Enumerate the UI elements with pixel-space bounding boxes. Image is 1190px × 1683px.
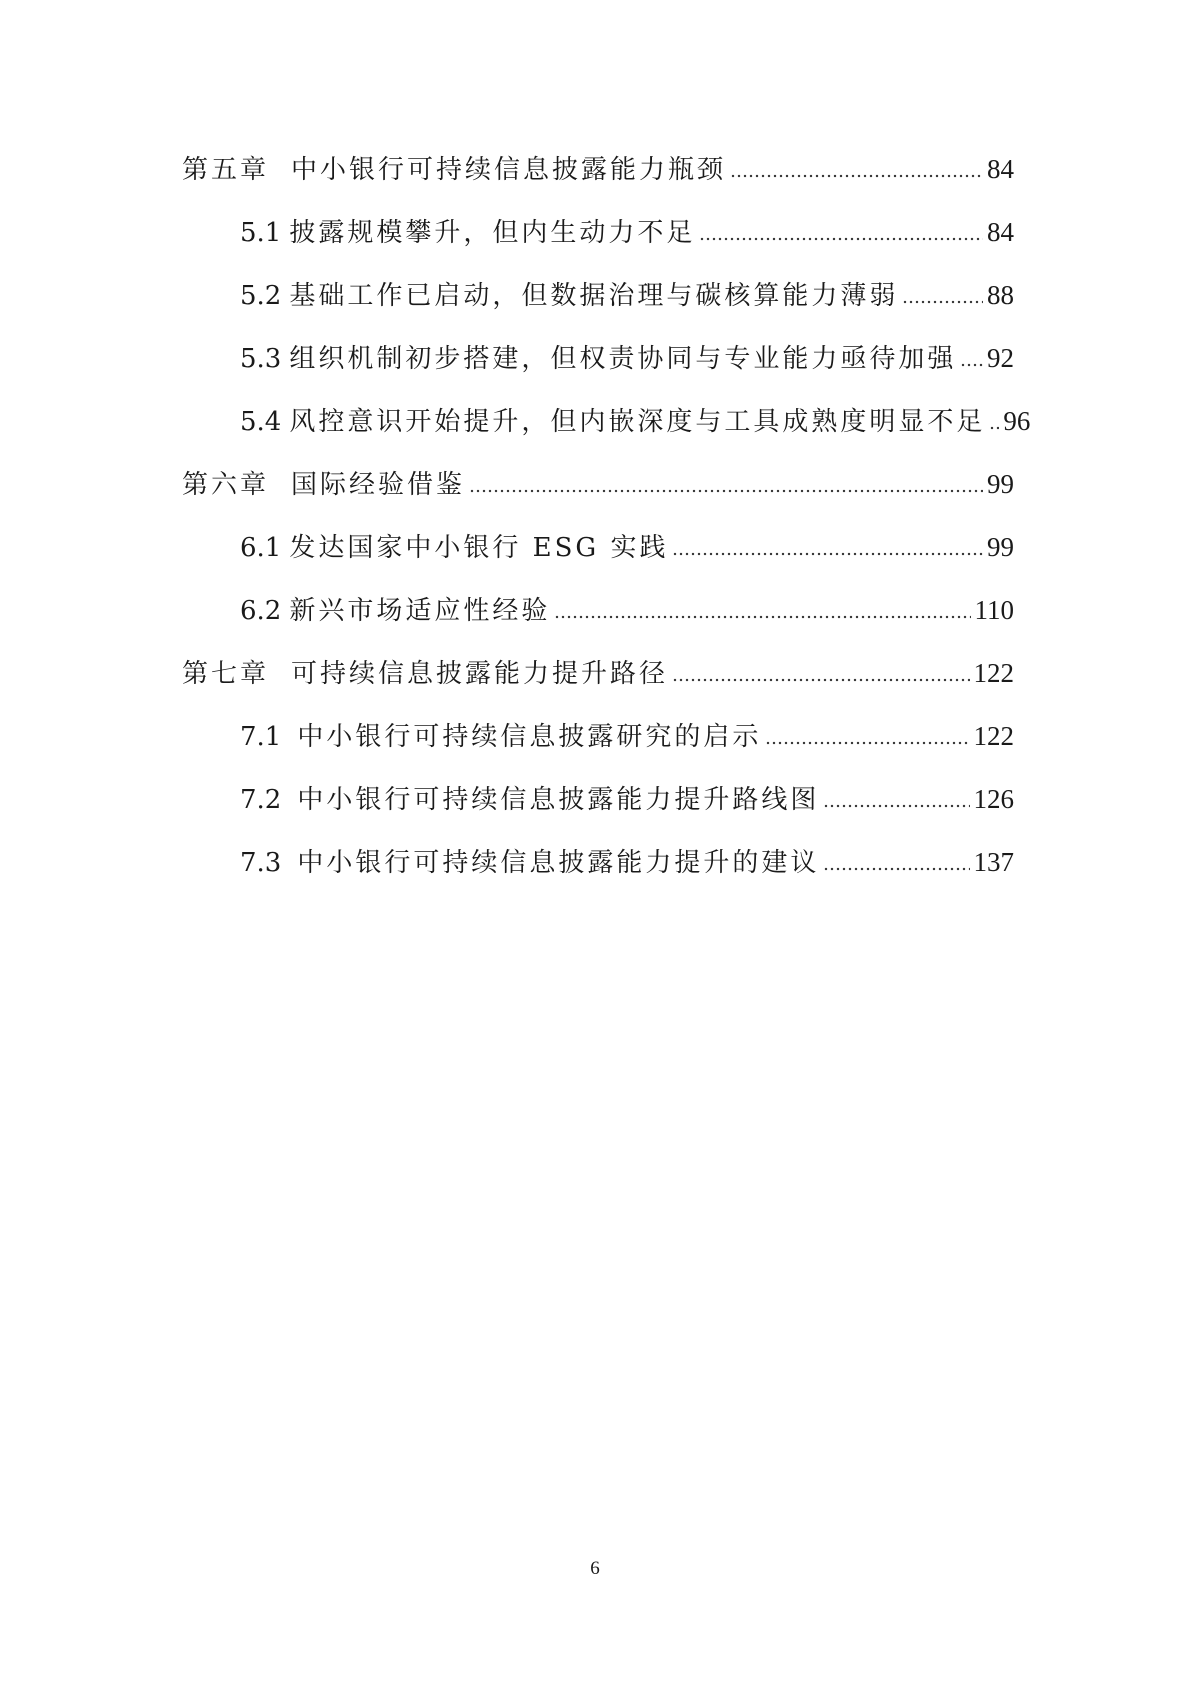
toc-dot-leader	[699, 215, 983, 241]
toc-entry-section-6-1[interactable]	[240, 527, 1014, 567]
toc-entry-page: 84	[987, 217, 1014, 247]
toc-entry-text: 组织机制初步搭建，但权责协同与专业能力亟待加强	[289, 344, 957, 374]
toc-entry-title	[240, 591, 550, 631]
toc-entry-number: 5.1	[240, 218, 282, 248]
toc-entry-page: 122	[973, 658, 1014, 688]
toc-entry-section-7-2[interactable]	[240, 779, 1014, 819]
toc-dot-leader	[730, 152, 983, 178]
toc-entry-number: 7.2	[240, 785, 282, 815]
toc-entry-number: 7.1	[240, 722, 282, 752]
toc-entry-page: 126	[973, 784, 1014, 814]
toc-entry-chapter-6[interactable]	[182, 464, 1014, 504]
toc-entry-page: 88	[987, 280, 1014, 310]
toc-entry-title	[182, 465, 465, 505]
toc-dot-leader	[469, 467, 983, 493]
toc-entry-page: 110	[974, 595, 1014, 625]
toc-entry-title	[240, 339, 956, 379]
toc-entry-section-5-4[interactable]	[240, 401, 1031, 441]
toc-entry-title	[240, 717, 761, 757]
toc-entry-text: 可持续信息披露能力提升路径	[291, 659, 669, 689]
toc-entry-number: 第六章	[182, 470, 270, 500]
toc-entry-section-5-2[interactable]	[240, 275, 1014, 315]
toc-entry-title	[240, 402, 985, 442]
toc-entry-section-7-3[interactable]	[240, 842, 1014, 882]
toc-entry-page: 92	[987, 343, 1014, 373]
toc-dot-leader	[823, 845, 969, 871]
toc-dot-leader	[960, 341, 983, 367]
toc-entry-title	[240, 528, 668, 568]
toc-entry-title	[240, 276, 898, 316]
toc-entry-page: 99	[987, 532, 1014, 562]
toc-entry-number: 6.1	[240, 533, 282, 563]
toc-entry-title	[240, 843, 819, 883]
toc-entry-text: 中小银行可持续信息披露能力提升的建议	[297, 848, 820, 878]
toc-entry-text: 新兴市场适应性经验	[289, 596, 551, 626]
toc-entry-text: 基础工作已启动，但数据治理与碳核算能力薄弱	[289, 281, 899, 311]
toc-entry-text: 国际经验借鉴	[291, 470, 466, 500]
toc-entry-page: 137	[973, 847, 1014, 877]
toc-entry-title	[240, 780, 819, 820]
toc-entry-text: 发达国家中小银行 ESG 实践	[289, 533, 669, 563]
toc-entry-text: 中小银行可持续信息披露研究的启示	[297, 722, 762, 752]
toc-entry-title	[240, 213, 695, 253]
toc-entry-number: 5.3	[240, 344, 282, 374]
toc-dot-leader	[672, 656, 969, 682]
toc-entry-chapter-7[interactable]	[182, 653, 1014, 693]
toc-entry-number: 7.3	[240, 848, 282, 878]
toc-entry-text: 风控意识开始提升，但内嵌深度与工具成熟度明显不足	[289, 407, 986, 437]
toc-entry-title	[182, 654, 668, 694]
toc-entry-title	[182, 150, 726, 190]
toc-entry-text: 披露规模攀升，但内生动力不足	[289, 218, 696, 248]
toc-dot-leader	[765, 719, 969, 745]
toc-dot-leader	[989, 404, 999, 430]
toc-entry-number: 5.4	[240, 407, 282, 437]
toc-dot-leader	[672, 530, 983, 556]
page-number: 6	[590, 1558, 600, 1579]
toc-entry-section-6-2[interactable]	[240, 590, 1014, 630]
toc-entry-number: 5.2	[240, 281, 282, 311]
toc-entry-section-7-1[interactable]	[240, 716, 1014, 756]
toc-entry-text: 中小银行可持续信息披露能力提升路线图	[297, 785, 820, 815]
toc-dot-leader	[902, 278, 983, 304]
toc-entry-number: 6.2	[240, 596, 282, 626]
toc-entry-section-5-3[interactable]	[240, 338, 1014, 378]
toc-entry-page: 84	[987, 154, 1014, 184]
toc-entry-page: 96	[1003, 406, 1031, 436]
toc-dot-leader	[554, 593, 970, 619]
toc-entry-page: 99	[987, 469, 1014, 499]
toc-entry-number: 第五章	[182, 155, 270, 185]
toc-entry-number: 第七章	[182, 659, 270, 689]
toc-entry-page: 122	[973, 721, 1014, 751]
toc-dot-leader	[823, 782, 969, 808]
toc-entry-chapter-5[interactable]	[182, 149, 1014, 189]
toc-entry-text: 中小银行可持续信息披露能力瓶颈	[291, 155, 727, 185]
toc-entry-section-5-1[interactable]	[240, 212, 1014, 252]
